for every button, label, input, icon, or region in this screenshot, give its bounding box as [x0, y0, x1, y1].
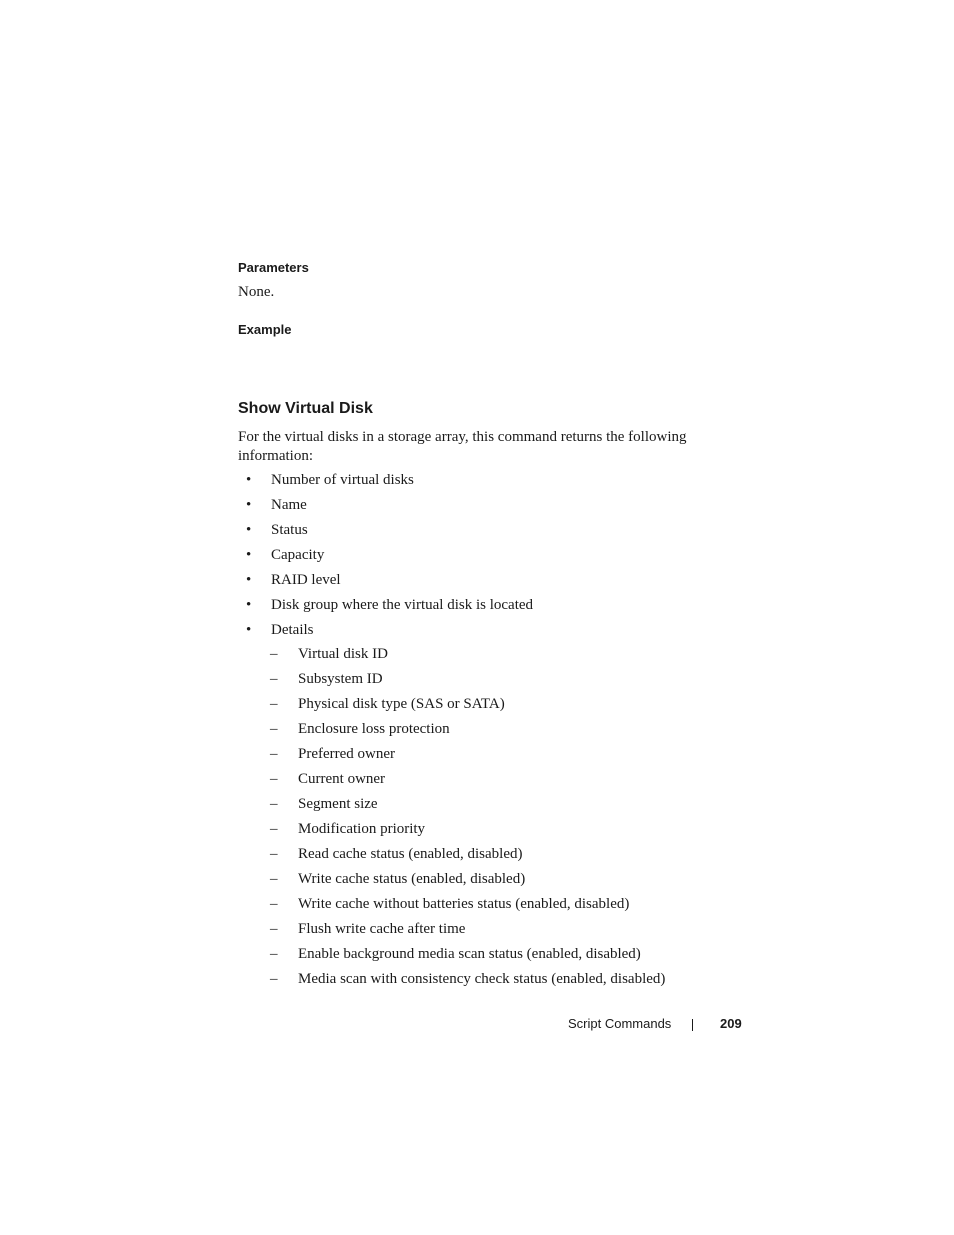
dash-icon: –	[270, 821, 278, 837]
detail-item	[265, 895, 665, 920]
bullet-text: Capacity	[271, 547, 325, 563]
parameters-text: None.	[238, 284, 275, 300]
detail-item	[265, 645, 665, 670]
detail-item	[265, 945, 665, 970]
bullet-icon: •	[246, 522, 252, 538]
section-title: Show Virtual Disk	[238, 400, 373, 417]
bullet-item	[238, 571, 533, 596]
dash-icon: –	[270, 696, 278, 712]
dash-icon: –	[270, 846, 278, 862]
detail-item	[265, 845, 665, 870]
details-dash-list	[265, 645, 665, 995]
bullet-item	[238, 621, 533, 646]
bullet-icon: •	[246, 597, 252, 613]
bullet-icon: •	[246, 472, 252, 488]
detail-text: Media scan with consistency check status (enabled, disabled)	[298, 971, 666, 987]
bullet-item	[238, 521, 533, 546]
page-number: 209	[720, 1016, 742, 1031]
dash-icon: –	[270, 646, 278, 662]
detail-text: Enclosure loss protection	[298, 721, 450, 737]
detail-text: Physical disk type (SAS or SATA)	[298, 696, 505, 712]
dash-icon: –	[270, 746, 278, 762]
bullet-text: Details	[271, 622, 314, 638]
detail-text: Modification priority	[298, 821, 426, 837]
detail-item	[265, 970, 665, 995]
bullet-text: Disk group where the virtual disk is located	[271, 597, 534, 613]
detail-item	[265, 920, 665, 945]
detail-item	[265, 770, 665, 795]
detail-text: Enable background media scan status (enabled, disabled)	[298, 946, 641, 962]
detail-text: Current owner	[298, 771, 386, 787]
footer-section-label: Script Commands	[568, 1016, 672, 1031]
detail-item	[265, 720, 665, 745]
detail-text: Write cache status (enabled, disabled)	[298, 871, 526, 887]
bullet-icon: •	[246, 497, 252, 513]
detail-item	[265, 820, 665, 845]
detail-text: Flush write cache after time	[298, 921, 466, 937]
bullet-text: RAID level	[271, 572, 341, 588]
bullet-text: Number of virtual disks	[271, 472, 414, 488]
bullet-icon: •	[246, 622, 252, 638]
info-bullet-list	[238, 471, 533, 646]
bullet-text: Status	[271, 522, 308, 538]
detail-text: Virtual disk ID	[298, 646, 388, 662]
example-heading: Example	[238, 322, 292, 337]
detail-item	[265, 795, 665, 820]
detail-text: Preferred owner	[298, 746, 396, 762]
dash-icon: –	[270, 671, 278, 687]
detail-text: Read cache status (enabled, disabled)	[298, 846, 523, 862]
detail-item	[265, 745, 665, 770]
bullet-item	[238, 471, 533, 496]
section-intro: For the virtual disks in a storage array, this command returns the following information:	[238, 429, 687, 464]
bullet-item	[238, 596, 533, 621]
detail-text: Write cache without batteries status (enabled, disabled)	[298, 896, 630, 912]
detail-item	[265, 670, 665, 695]
dash-icon: –	[270, 796, 278, 812]
dash-icon: –	[270, 871, 278, 887]
detail-item	[265, 870, 665, 895]
dash-icon: –	[270, 771, 278, 787]
dash-icon: –	[270, 946, 278, 962]
dash-icon: –	[270, 971, 278, 987]
footer-divider	[692, 1019, 693, 1031]
bullet-item	[238, 496, 533, 521]
dash-icon: –	[270, 721, 278, 737]
dash-icon: –	[270, 896, 278, 912]
parameters-heading: Parameters	[238, 260, 309, 275]
bullet-item	[238, 546, 533, 571]
bullet-icon: •	[246, 572, 252, 588]
detail-text: Subsystem ID	[298, 671, 383, 687]
detail-item	[265, 695, 665, 720]
bullet-icon: •	[246, 547, 252, 563]
dash-icon: –	[270, 921, 278, 937]
bullet-text: Name	[271, 497, 307, 513]
detail-text: Segment size	[298, 796, 378, 812]
